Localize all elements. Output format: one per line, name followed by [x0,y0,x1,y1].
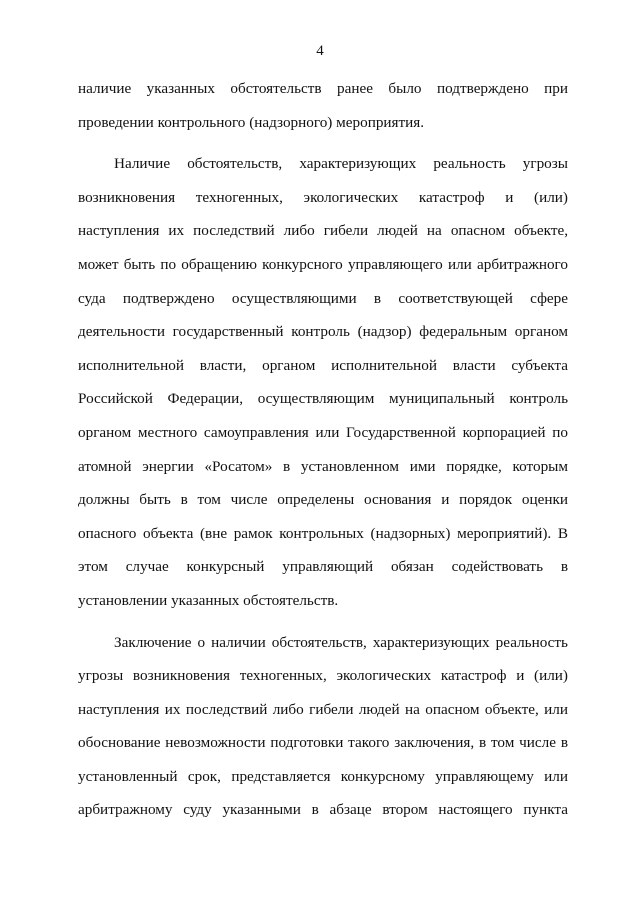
document-body [78,72,568,827]
text-line: может быть по обращению конкурсного управляющего или арбитражного [78,255,568,273]
text-line: наступления их последствий либо гибели людей на опасном объекте, [78,222,568,240]
text-line: этом случае конкурсный управляющий обязан содействовать в [78,558,568,576]
text-line: деятельности государственный контроль (надзор) федеральным органом [78,323,568,341]
text-line: суда подтверждено осуществляющими в соответствующей сфере [78,289,568,307]
text-line: органом местного самоуправления или Государственной корпорацией по [78,423,568,441]
text-line: Российской Федерации, осуществляющим муниципальный контроль [78,390,568,408]
text-line: исполнительной власти, органом исполнительной власти субъекта [78,356,568,374]
text-line: установленный срок, представляется конкурсному управляющему или [78,767,568,785]
text-line: обоснование невозможности подготовки такого заключения, в том числе в [78,734,568,752]
text-line: наступления их последствий либо гибели людей на опасном объекте, или [78,700,568,718]
text-line: арбитражному суду указанными в абзаце втором настоящего пункта [78,801,568,819]
text-line: опасного объекта (вне рамок контрольных (надзорных) мероприятий). В [78,524,568,542]
text-line: угрозы возникновения техногенных, экологических катастроф и (или) [78,667,568,685]
text-line: возникновения техногенных, экологических катастроф и (или) [78,188,568,206]
text-line: атомной энергии «Росатом» в установленном ими порядке, которым [78,457,568,475]
text-line: Заключение о наличии обстоятельств, характеризующих реальность [114,633,568,651]
paragraph [78,72,568,139]
text-line: Наличие обстоятельств, характеризующих реальность угрозы [114,155,568,173]
text-line: наличие указанных обстоятельств ранее было подтверждено при [78,80,568,97]
text-line: должны быть в том числе определены основания и порядок оценки [78,491,568,509]
text-line: установлении указанных обстоятельств. [78,591,339,609]
paragraph [78,626,568,828]
text-line: проведении контрольного (надзорного) мероприятия. [78,113,425,131]
paragraph [78,147,568,617]
page-number: 4 [316,43,324,59]
